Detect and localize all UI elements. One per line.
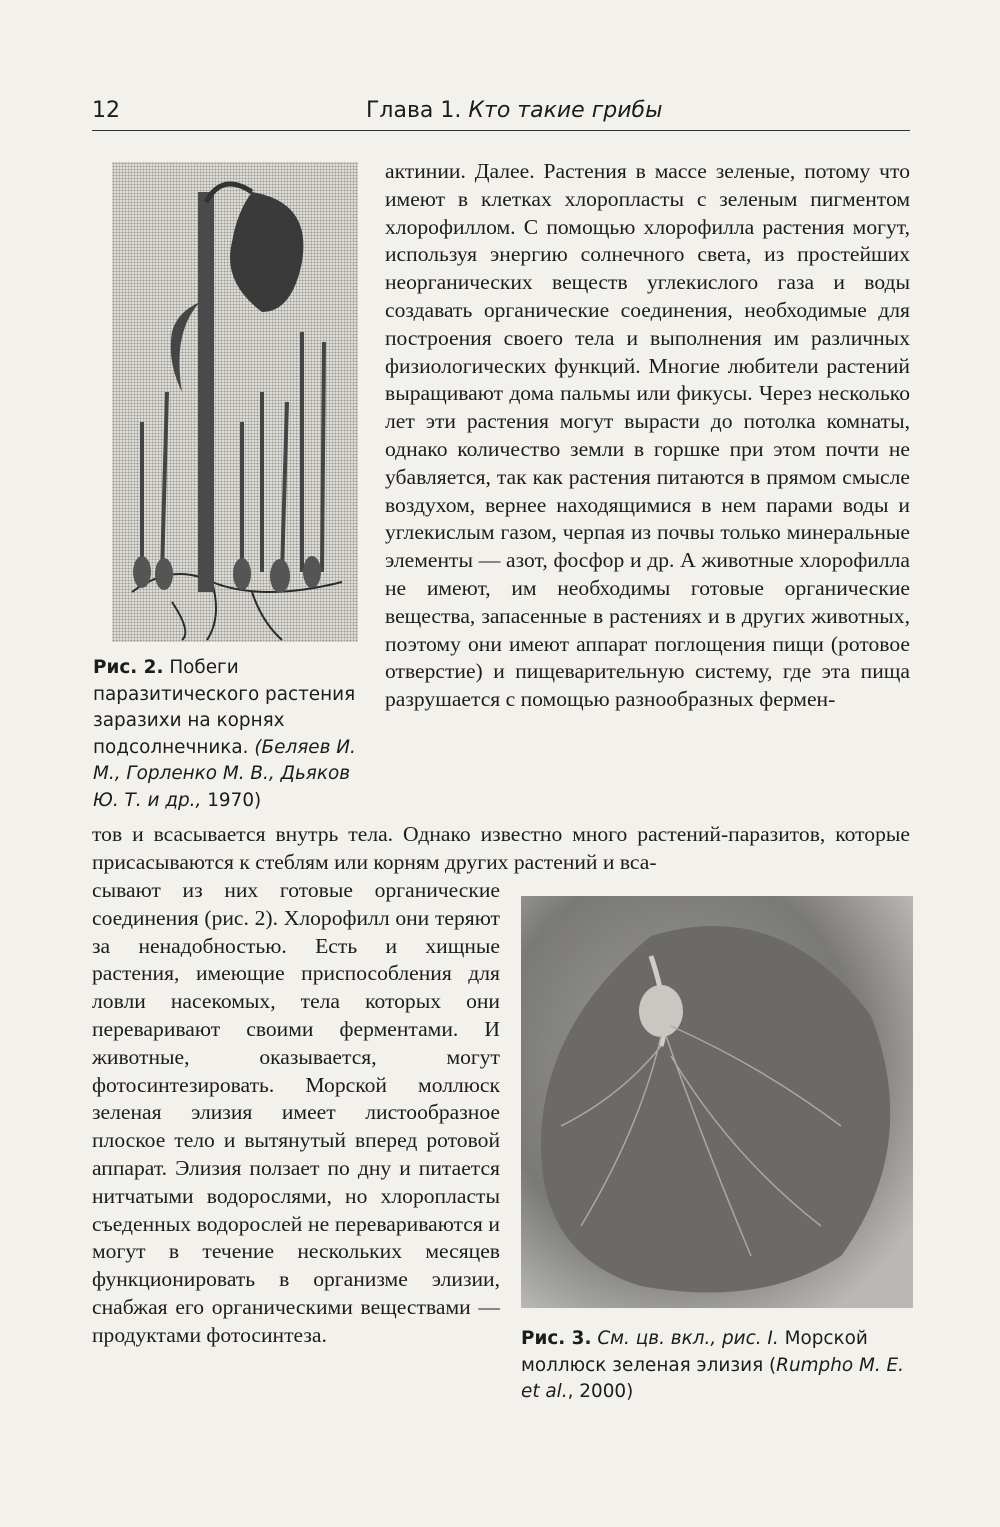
elysia-photo [521,896,913,1308]
figure-3-source: Rumpho M. E. et al. [521,1354,904,1402]
text-full-width [92,821,910,877]
paragraph-column-bottom: сывают из них готовые органические соединения (рис. 2). Хлорофилл они теряют за ненадобностью. Есть и хищные растения, имеющие приспособления для ловли насекомых, тела которых они переваривают своими ферментами. И животные, оказывается, могут фотосинтезировать. Морской моллюск зеленая элизия имеет листообразное плоское тело и вытянутый вперед ротовой аппарат. Элизия ползает по дну и питается нитчатыми водорослями, но хлоропласты съеденных водорослей не перевариваются и могут в течение нескольких месяцев функционировать в организме элизии, снабжая его органическими веществами — продуктами фотосинтеза. [92,878,500,1347]
chapter-heading [366,98,662,123]
text-column-bottom [92,877,500,1350]
page-number: 12 [92,98,120,123]
figure-broomrape-illustration [112,162,358,642]
figure-2-label: Рис. 2. [93,657,164,678]
figure-3-caption [521,1326,916,1406]
broomrape-drawing [112,162,358,642]
paragraph-full-width: тов и всасывается внутрь тела. Однако известно много растений-паразитов, которые присасываются к стеблям или корням других растений и вса- [92,822,910,874]
figure-elysia-photo [521,896,913,1308]
figure-2-source: (Беляев И. М., Горленко М. В., Дьяков Ю. Т. и др., [93,736,356,811]
chapter-title: Кто такие грибы [468,98,663,123]
chapter-number: Глава 1. [366,98,462,123]
figure-3-year: , 2000) [567,1381,634,1402]
figure-2-description: Побеги паразитического растения заразихи на корнях подсолнечника. [93,657,356,758]
figure-3-label: Рис. 3. [521,1328,592,1349]
figure-3-description: Морской моллюск зеленая элизия ( [521,1328,868,1376]
text-column-top [385,158,910,714]
figure-3-reference: См. цв. вкл., рис. I. [597,1328,779,1349]
figure-2-caption [93,655,373,814]
running-header [92,88,910,131]
figure-2-year: 1970) [207,789,262,811]
paragraph-column-top: актинии. Далее. Растения в массе зеленые, потому что имеют в клетках хлоропласты с зеленым пигментом хлорофиллом. С помощью хлорофилла растения могут, используя энергию солнечного света, из простейших неорганических веществ углекислого газа и воды создавать органические соединения, необходимые для построения своего тела и выполнения им различных физиологических функций. Многие любители растений выращивают дома пальмы или фикусы. Через несколько лет эти растения могут вырасти до потолка комнаты, однако количество земли в горшке при этом почти не убавляется, так как растения питаются в прямом смысле воздухом, вернее находящимися в нем парами воды и углекислым газом, черпая из почвы только минеральные элементы — азот, фосфор и др. А животные хлорофилла не имеют, им необходимы готовые органические вещества, запасенные в растениях и в других животных, поэтому они имеют аппарат поглощения пищи (ротовое отверстие) и пищеварительную систему, где эта пища разрушается с помощью разнообразных фермен- [385,159,910,712]
